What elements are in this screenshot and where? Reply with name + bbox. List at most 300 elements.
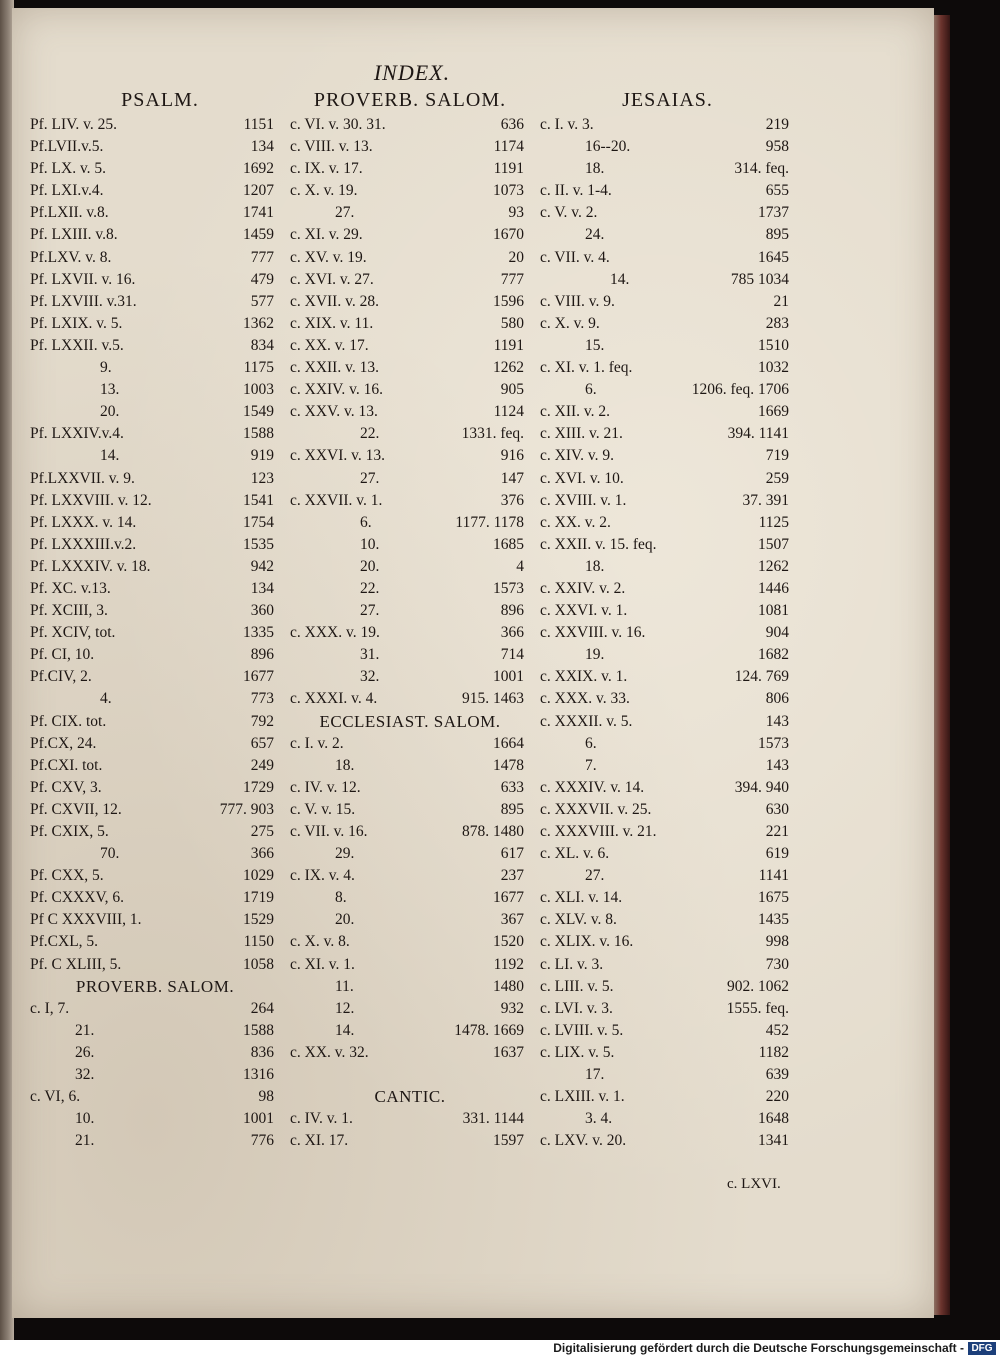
index-entry [290, 423, 530, 445]
index-entry [30, 865, 280, 887]
entry-page-number: 878. 1480 [462, 823, 524, 840]
entry-reference: c. XXII. v. 15. feq. [540, 535, 657, 553]
entry-page-number: 1435 [758, 911, 789, 929]
entry-reference: c. XX. v. 2. [540, 513, 611, 531]
entry-reference: c. XXVI. v. 13. [290, 447, 385, 465]
entry-page-number: 636 [500, 116, 524, 133]
entry-reference: c. XI. v. 1. [290, 955, 355, 973]
index-entry [540, 180, 795, 202]
entry-reference: c. XXII. v. 13. [290, 359, 379, 377]
entry-page-number: 1446 [758, 579, 789, 597]
entry-reference: Pf. XCIV, tot. [30, 624, 116, 642]
section-heading: ECCLESIAST. SALOM. [319, 711, 501, 731]
entry-page-number: 1331. feq. [461, 425, 524, 443]
entry-page-number: 657 [250, 734, 274, 752]
entry-page-number: 1741 [243, 204, 274, 222]
entry-reference: c. LIII. v. 5. [540, 977, 614, 995]
entry-page-number: 1670 [493, 226, 524, 244]
entry-page-number: 1182 [758, 1043, 789, 1061]
index-entry [540, 843, 795, 865]
index-entry [290, 666, 530, 688]
entry-reference: Pf.CXI. tot. [30, 756, 103, 774]
entry-reference: Pf.LXII. v.8. [30, 204, 109, 222]
index-entry [290, 622, 530, 644]
catchword: c. LXVI. [727, 1176, 781, 1192]
index-entry [290, 1020, 530, 1042]
index-entry [30, 136, 280, 158]
index-entry [540, 114, 795, 136]
entry-reference: c. XXVIII. v. 16. [540, 624, 646, 642]
entry-page-number: 1507 [758, 535, 789, 553]
entry-reference: Pf C XXXVIII, 1. [30, 911, 142, 929]
entry-reference: c. XX. v. 17. [290, 336, 369, 354]
entry-reference: c. LVI. v. 3. [540, 999, 613, 1017]
index-entry [540, 1130, 795, 1152]
index-entry [290, 755, 530, 777]
section-heading: CANTIC. [374, 1087, 446, 1107]
index-entry [30, 1108, 280, 1130]
index-entry [290, 821, 530, 843]
index-entry [540, 622, 795, 644]
entry-reference: 22. [360, 425, 380, 443]
entry-page-number: 895 [500, 800, 524, 818]
entry-reference: c. VIII. v. 13. [290, 138, 373, 156]
entry-page-number: 1001 [493, 668, 524, 686]
index-entry [30, 180, 280, 202]
entry-reference: c. XXXIV. v. 14. [540, 778, 645, 796]
entry-reference: 32. [360, 668, 380, 686]
entry-page-number: 1588 [243, 425, 274, 443]
index-entry [290, 1042, 530, 1064]
index-entry [290, 114, 530, 136]
entry-page-number: 902. 1062 [727, 977, 789, 995]
entry-page-number: 1192 [493, 955, 524, 973]
entry-page-number: 1682 [758, 646, 789, 664]
entry-reference: 19. [585, 646, 605, 664]
entry-reference: 21. [75, 1132, 95, 1150]
index-entry [540, 1108, 795, 1130]
index-entry [290, 1130, 530, 1152]
entry-reference: c. VI, 6. [30, 1088, 81, 1106]
entry-page-number: 1001 [243, 1110, 274, 1128]
entry-page-number: 958 [765, 138, 789, 156]
column-heading: JESAIAS. [622, 89, 713, 111]
index-column-3 [540, 86, 795, 1152]
entry-reference: 24. [585, 226, 605, 244]
index-entry [290, 644, 530, 666]
index-entry [30, 1020, 280, 1042]
entry-page-number: 773 [250, 690, 274, 708]
index-entry [30, 887, 280, 909]
index-entry [540, 755, 795, 777]
index-entry [290, 335, 530, 357]
entry-page-number: 143 [765, 756, 789, 774]
entry-reference: c. LVIII. v. 5. [540, 1021, 624, 1039]
index-entry [290, 269, 530, 291]
entry-reference: Pf. C XLIII, 5. [30, 955, 122, 973]
entry-reference: c. LXV. v. 20. [540, 1132, 627, 1150]
entry-reference: 20. [335, 911, 355, 929]
entry-reference: c. XXV. v. 13. [290, 403, 378, 421]
column-heading: PSALM. [121, 89, 199, 111]
entry-reference: Pf. LXVIII. v.31. [30, 292, 137, 310]
index-entry [290, 556, 530, 578]
entry-page-number: 1362 [243, 314, 274, 332]
entry-reference: 15. [585, 336, 605, 354]
index-entry [30, 357, 280, 379]
entry-page-number: 919 [250, 447, 274, 465]
index-entry [540, 711, 795, 733]
entry-page-number: 1692 [243, 160, 274, 178]
entry-page-number: 1151 [243, 116, 274, 133]
entry-reference: 20. [100, 403, 120, 421]
entry-reference: c. XIX. v. 11. [290, 314, 374, 332]
index-entry [30, 114, 280, 136]
entry-page-number: 617 [500, 845, 524, 863]
index-entry [290, 136, 530, 158]
entry-reference: c. IX. v. 17. [290, 160, 363, 178]
entry-reference: c. LI. v. 3. [540, 955, 604, 973]
entry-reference: c. XXIV. v. 16. [290, 381, 383, 399]
entry-page-number: 1480 [493, 977, 524, 995]
column-heading: PROVERB. SALOM. [313, 89, 507, 111]
entry-page-number: 577 [250, 292, 274, 310]
entry-reference: 31. [360, 646, 380, 664]
entry-page-number: 1729 [243, 778, 274, 796]
index-entry [290, 733, 530, 755]
index-entry [540, 401, 795, 423]
entry-page-number: 1754 [243, 513, 274, 531]
entry-page-number: 1555. feq. [726, 999, 789, 1017]
entry-reference: c. XX. v. 32. [290, 1043, 369, 1061]
index-entry [30, 445, 280, 467]
entry-reference: 27. [335, 204, 355, 222]
entry-page-number: 916 [500, 447, 524, 465]
entry-reference: c. XVII. v. 28. [290, 292, 379, 310]
index-entry [30, 755, 280, 777]
entry-page-number: 905 [500, 381, 524, 399]
index-entry [290, 512, 530, 534]
index-entry [30, 666, 280, 688]
index-entry [540, 1064, 795, 1086]
entry-page-number: 1125 [758, 513, 789, 531]
index-entry [540, 887, 795, 909]
entry-page-number: 655 [765, 182, 789, 200]
index-entry [540, 777, 795, 799]
entry-reference: 13. [100, 381, 120, 399]
section-heading: PROVERB. SALOM. [75, 976, 235, 996]
index-entry [290, 313, 530, 335]
entry-reference: Pf.LXXVII. v. 9. [30, 469, 135, 487]
book-page [12, 8, 934, 1318]
entry-page-number: 394. 940 [734, 778, 789, 796]
entry-page-number: 124. 769 [734, 668, 789, 686]
entry-reference: Pf.CX, 24. [30, 734, 97, 752]
entry-reference: 14. [100, 447, 120, 465]
entry-page-number: 942 [250, 557, 274, 575]
footer-credit: Digitalisierung gefördert durch die Deutsche Forschungsgemeinschaft - [553, 1341, 964, 1355]
index-entry [290, 865, 530, 887]
index-entry [30, 578, 280, 600]
entry-page-number: 1520 [493, 933, 524, 951]
entry-page-number: 259 [765, 469, 789, 487]
entry-page-number: 37. 391 [742, 491, 789, 509]
entry-page-number: 219 [765, 116, 789, 133]
entry-reference: c. XVI. v. 10. [540, 469, 624, 487]
entry-page-number: 1596 [493, 292, 524, 310]
index-entry [540, 379, 795, 401]
entry-reference: 29. [335, 845, 355, 863]
entry-reference: Pf. CIX. tot. [30, 712, 107, 730]
index-entry [30, 600, 280, 622]
entry-page-number: 123 [250, 469, 274, 487]
entry-page-number: 360 [250, 602, 274, 620]
index-entry [540, 821, 795, 843]
entry-reference: Pf. LXXVIII. v. 12. [30, 491, 152, 509]
index-entry [30, 269, 280, 291]
index-entry [540, 490, 795, 512]
index-entry [540, 313, 795, 335]
entry-page-number: 1637 [493, 1043, 524, 1061]
index-entry [30, 931, 280, 953]
index-entry [30, 954, 280, 976]
index-entry [30, 224, 280, 246]
index-entry [290, 357, 530, 379]
entry-page-number: 896 [250, 646, 274, 664]
entry-reference: Pf. LXIX. v. 5. [30, 314, 123, 332]
entry-reference: c. LXIII. v. 1. [540, 1088, 625, 1106]
entry-reference: 27. [360, 469, 380, 487]
entry-page-number: 1081 [758, 602, 789, 620]
entry-page-number: 777 [500, 270, 524, 288]
entry-page-number: 331. 1144 [462, 1110, 524, 1128]
entry-reference: 6. [360, 513, 372, 531]
index-entry [30, 733, 280, 755]
index-entry [540, 644, 795, 666]
entry-reference: 17. [585, 1066, 605, 1084]
index-entry [540, 136, 795, 158]
entry-page-number: 283 [765, 314, 789, 332]
index-entry [540, 357, 795, 379]
entry-page-number: 275 [250, 823, 274, 840]
index-entry [290, 976, 530, 998]
index-entry [30, 998, 280, 1020]
entry-page-number: 237 [500, 867, 524, 885]
index-entry [290, 224, 530, 246]
entry-reference: 10. [75, 1110, 95, 1128]
entry-reference: 12. [335, 999, 355, 1017]
index-entry [30, 1086, 280, 1108]
entry-reference: 18. [335, 756, 355, 774]
entry-reference: Pf. LXXII. v.5. [30, 336, 124, 354]
entry-reference: 70. [100, 845, 120, 863]
entry-page-number: 1573 [758, 734, 789, 752]
index-entry [540, 423, 795, 445]
entry-page-number: 1124 [493, 403, 524, 421]
index-entry [290, 1064, 530, 1086]
entry-reference: 4. [100, 690, 112, 708]
entry-reference: c. XLIX. v. 16. [540, 933, 634, 951]
entry-reference: c. XXIV. v. 2. [540, 579, 626, 597]
entry-reference: 27. [585, 867, 605, 885]
index-entry [30, 688, 280, 710]
index-entry [290, 401, 530, 423]
index-entry [30, 711, 280, 733]
index-entry [30, 158, 280, 180]
index-entry [290, 777, 530, 799]
entry-reference: Pf. CXV, 3. [30, 778, 102, 796]
index-entry [30, 202, 280, 224]
entry-page-number: 1529 [243, 911, 274, 929]
entry-page-number: 1150 [243, 933, 274, 951]
entry-page-number: 134 [250, 579, 274, 597]
index-entry [540, 158, 795, 180]
entry-reference: 3. 4. [585, 1110, 613, 1128]
index-entry [30, 512, 280, 534]
entry-reference: c. XI. v. 1. feq. [540, 359, 633, 377]
entry-reference: 9. [100, 359, 112, 377]
index-entry [290, 909, 530, 931]
entry-reference: c. V. v. 15. [290, 800, 356, 818]
entry-page-number: 1669 [758, 403, 789, 421]
entry-reference: 26. [75, 1043, 95, 1061]
entry-reference: Pf. CXXXV, 6. [30, 889, 125, 907]
index-entry [290, 158, 530, 180]
entry-page-number: 4 [516, 557, 524, 575]
index-entry [540, 1086, 795, 1108]
index-entry [30, 909, 280, 931]
entry-reference: Pf. CXIX, 5. [30, 823, 109, 840]
entry-page-number: 1191 [493, 160, 524, 178]
entry-reference: 18. [585, 160, 605, 178]
entry-reference: c. XLI. v. 14. [540, 889, 623, 907]
entry-reference: c. XXXVII. v. 25. [540, 800, 652, 818]
entry-reference: c. XXXII. v. 5. [540, 712, 633, 730]
entry-page-number: 147 [500, 469, 524, 487]
entry-page-number: 580 [500, 314, 524, 332]
entry-page-number: 1648 [758, 1110, 789, 1128]
index-entry [290, 445, 530, 467]
entry-page-number: 1535 [243, 535, 274, 553]
entry-reference: c. VI. v. 30. 31. [290, 116, 386, 133]
entry-reference: 6. [585, 381, 597, 399]
index-entry [540, 556, 795, 578]
entry-reference: 16--20. [585, 138, 631, 156]
index-entry [540, 468, 795, 490]
entry-page-number: 714 [500, 646, 524, 664]
index-entry [30, 490, 280, 512]
entry-reference: 21. [75, 1021, 95, 1039]
index-entry [540, 600, 795, 622]
entry-page-number: 366 [250, 845, 274, 863]
entry-page-number: 896 [500, 602, 524, 620]
index-entry [540, 799, 795, 821]
index-entry [30, 401, 280, 423]
entry-page-number: 1174 [493, 138, 524, 156]
index-entry [540, 1042, 795, 1064]
index-entry [290, 1108, 530, 1130]
entry-reference: Pf. LXI.v.4. [30, 182, 104, 200]
entry-reference: 22. [360, 579, 380, 597]
index-entry [30, 423, 280, 445]
entry-page-number: 1541 [243, 491, 274, 509]
entry-reference: c. IX. v. 4. [290, 867, 355, 885]
entry-reference: 14. [610, 270, 630, 288]
entry-reference: Pf. XC. v.13. [30, 579, 111, 597]
entry-page-number: 792 [250, 712, 274, 730]
entry-page-number: 776 [250, 1132, 274, 1150]
index-entry [540, 202, 795, 224]
entry-page-number: 1588 [243, 1021, 274, 1039]
entry-page-number: 21 [773, 292, 789, 310]
entry-reference: c. XIV. v. 9. [540, 447, 615, 465]
entry-reference: c. XXX. v. 19. [290, 624, 380, 642]
entry-reference: Pf. CXVII, 12. [30, 800, 122, 818]
entry-page-number: 220 [765, 1088, 789, 1106]
entry-reference: Pf. LXXXIV. v. 18. [30, 557, 151, 575]
index-entry [290, 799, 530, 821]
entry-page-number: 785 1034 [730, 270, 789, 288]
index-entry [290, 534, 530, 556]
entry-page-number: 633 [500, 778, 524, 796]
entry-page-number: 143 [765, 712, 789, 730]
index-entry [540, 733, 795, 755]
entry-reference: c. XII. v. 2. [540, 403, 611, 421]
index-entry [30, 799, 280, 821]
entry-page-number: 1029 [243, 867, 274, 885]
entry-page-number: 1207 [243, 182, 274, 200]
entry-page-number: 1191 [493, 336, 524, 354]
footer-bar [0, 1340, 1000, 1358]
entry-reference: Pf.LVII.v.5. [30, 138, 104, 156]
entry-reference: 7. [585, 756, 597, 774]
page-title: INDEX. [373, 60, 451, 85]
index-entry [540, 291, 795, 313]
entry-page-number: 932 [500, 999, 524, 1017]
index-entry [290, 954, 530, 976]
entry-reference: c. II. v. 1-4. [540, 182, 612, 200]
entry-reference: c. X. v. 19. [290, 182, 358, 200]
entry-page-number: 806 [765, 690, 789, 708]
entry-page-number: 1677 [493, 889, 524, 907]
entry-reference: 32. [75, 1066, 95, 1084]
entry-page-number: 1206. feq. 1706 [691, 381, 789, 399]
entry-page-number: 834 [250, 336, 274, 354]
entry-page-number: 1262 [758, 557, 789, 575]
index-entry [30, 777, 280, 799]
index-entry [30, 622, 280, 644]
entry-page-number: 1573 [493, 579, 524, 597]
index-entry [290, 291, 530, 313]
index-entry [290, 468, 530, 490]
entry-page-number: 895 [765, 226, 789, 244]
index-entry [30, 644, 280, 666]
entry-page-number: 1335 [243, 624, 274, 642]
entry-reference: c. XVIII. v. 1. [540, 491, 627, 509]
entry-page-number: 1597 [493, 1132, 524, 1150]
index-entry [540, 954, 795, 976]
index-entry [290, 379, 530, 401]
entry-page-number: 93 [508, 204, 524, 222]
entry-reference: 27. [360, 602, 380, 620]
entry-reference: c. XXXI. v. 4. [290, 690, 378, 708]
index-entry [540, 247, 795, 269]
index-entry [540, 224, 795, 246]
entry-page-number: 630 [765, 800, 789, 818]
entry-page-number: 1341 [758, 1132, 789, 1150]
entry-page-number: 730 [765, 955, 789, 973]
entry-reference: c. I. v. 2. [290, 734, 344, 752]
